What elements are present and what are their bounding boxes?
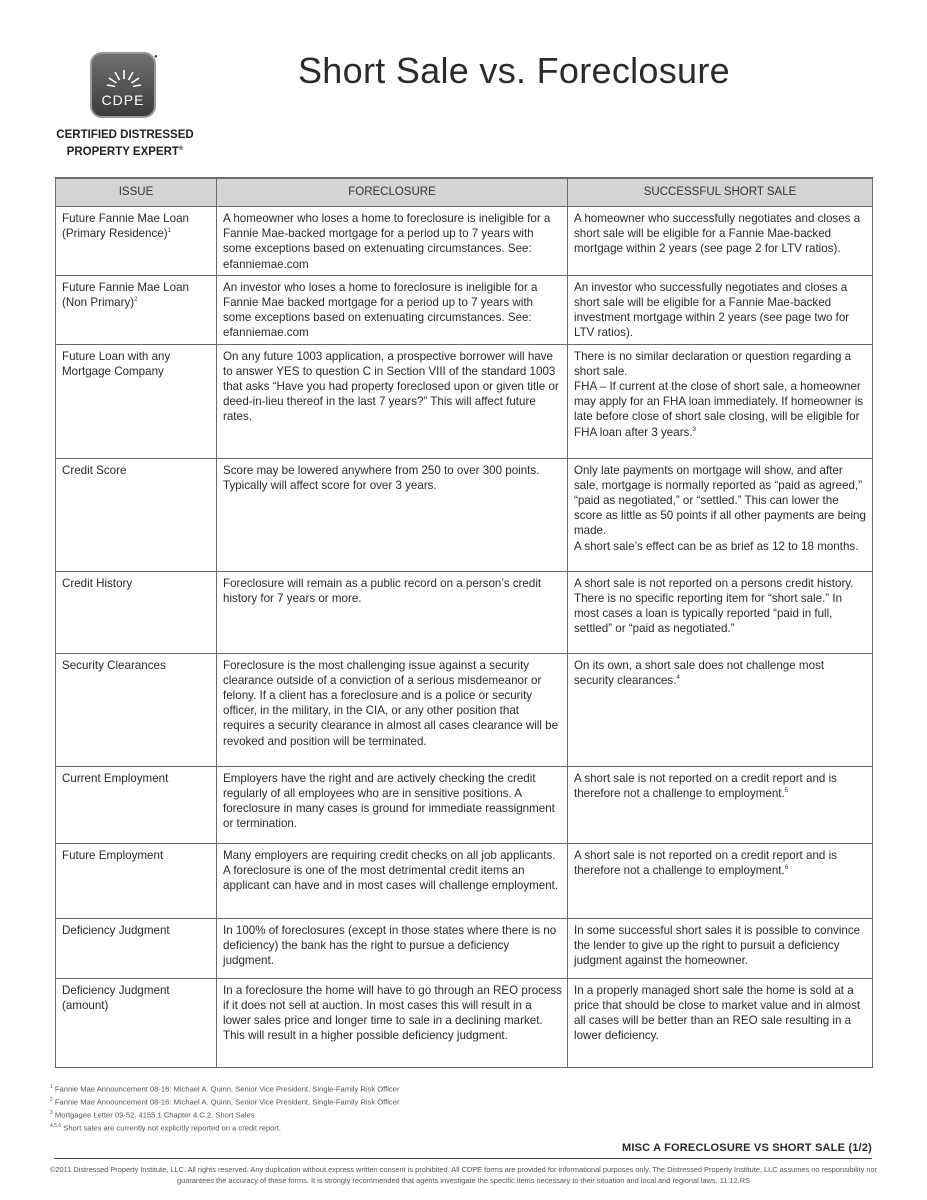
table-row [56, 978, 873, 1067]
footer-rule [54, 1158, 872, 1159]
logo-badge [90, 52, 156, 118]
issue-cell: Credit History [56, 571, 217, 653]
foreclosure-cell: Foreclosure will remain as a public record on a person’s credit history for 7 years or more. [217, 571, 568, 653]
short-sale-cell: In some successful short sales it is possible to convince the lender to give up the right to pursuit a deficiency judgment against the homeowner. [568, 918, 873, 978]
org-name-line1: CERTIFIED DISTRESSED [56, 129, 194, 141]
page-title: Short Sale vs. Foreclosure [298, 50, 730, 91]
short-sale-cell: There is no similar declaration or question regarding a short sale. FHA – If current at the close of short sale, a homeowner may apply for an FHA loan immediately. If homeowner is late before close of short sale closing, will be eligible for FHA loan after 3 years.$^3$ [568, 344, 873, 458]
foreclosure-cell: An investor who loses a home to foreclosure is ineligible for a Fannie Mae backed mortgage for a period up to 7 years with some exceptions based on extenuating circumstances. See: efanniemae.com [217, 275, 568, 344]
comparison-table [55, 177, 873, 1068]
foreclosure-cell: In a foreclosure the home will have to go through an REO process if it does not sell at auction. In most cases this will result in a lower sales price and longer time to sale in a declining market. This will result in a higher possible deficiency judgment. [217, 978, 568, 1067]
short-sale-cell: A homeowner who successfully negotiates and closes a short sale will be eligible for a Fannie Mae-backed mortgage within 2 years (see page 2 for LTV ratios). [568, 207, 873, 276]
trademark-mark: ● [154, 54, 158, 60]
issue-cell: Future Loan with any Mortgage Company [56, 344, 217, 458]
foreclosure-cell: Many employers are requiring credit checks on all job applicants. A foreclosure is one of the most detrimental credit items an applicant can have and in most cases will challenge employment. [217, 843, 568, 918]
short-sale-cell: On its own, a short sale does not challenge most security clearances.$^4$ [568, 653, 873, 766]
cdpe-logo [90, 52, 156, 118]
issue-cell: Deficiency Judgment [56, 918, 217, 978]
sunburst-icon [104, 62, 144, 90]
issue-cell: Current Employment [56, 766, 217, 843]
logo-text: CDPE [101, 92, 145, 108]
issue-cell: Security Clearances [56, 653, 217, 766]
foreclosure-cell: Employers have the right and are actively checking the credit regularly of all employees who are in sensitive positions. A foreclosure in many cases is ground for immediate reassignment or termination. [217, 766, 568, 843]
table-row [56, 458, 873, 571]
footnote: $^1$ Fannie Mae Announcement 08-16: Michael A. Quinn, Senior Vice President, Single-Family Risk Officer [50, 1084, 400, 1094]
foreclosure-cell: A homeowner who loses a home to foreclosure is ineligible for a Fannie Mae-backed mortgage for a period up to 7 years with some exceptions based on extenuating circumstances. See: efanniemae.com [217, 207, 568, 276]
form-id: MISC A FORECLOSURE VS SHORT SALE (1/2) [621, 1142, 872, 1154]
copyright-text: ©2011 Distressed Property Institute, LLC. All rights reserved. Any duplication without express written consent is prohibited. All CDPE forms are provided for informational purposes only. The Distressed Property Institute, LLC assumes no responsibility nor guarantees the accuracy of these forms. It is strongly recommended that agents investigate the specific items necessary to their situation and local and regional laws. 11.12.RS [49, 1165, 878, 1185]
header-foreclosure: FORECLOSURE [217, 178, 568, 207]
issue-cell: Future Employment [56, 843, 217, 918]
foreclosure-cell: Foreclosure is the most challenging issue against a security clearance outside of a conviction of a serious misdemeanor or felony. If a client has a foreclosure and is a police or security officer, in the military, in the CIA, or any other position that requires a security clearance in almost all cases clearance will be revoked and position will be terminated. [217, 653, 568, 766]
short-sale-cell: In a properly managed short sale the home is sold at a price that should be close to market value and in almost all cases will be better than an REO sale resulting in a lower deficiency. [568, 978, 873, 1067]
issue-cell: Future Fannie Mae Loan (Non Primary)$^2$ [56, 275, 217, 344]
short-sale-cell: A short sale is not reported on a credit report and is therefore not a challenge to employment.$^5$ [568, 766, 873, 843]
registered-mark: ® [178, 146, 184, 152]
footnotes [50, 1082, 399, 1134]
footnote: $^3$ Mortgagee Letter 09-52, 4155.1 Chapter 4.C.2. Short Sales [50, 1110, 255, 1120]
header-short-sale: SUCCESSFUL SHORT SALE [568, 178, 873, 207]
issue-cell: Credit Score [56, 458, 217, 571]
issue-cell: Deficiency Judgment (amount) [56, 978, 217, 1067]
table-row [56, 207, 873, 276]
short-sale-cell: A short sale is not reported on a credit report and is therefore not a challenge to employment.$^6$ [568, 843, 873, 918]
table-row [56, 766, 873, 843]
header-issue: ISSUE [56, 178, 217, 207]
foreclosure-cell: Score may be lowered anywhere from 250 to over 300 points. Typically will affect score for over 3 years. [217, 458, 568, 571]
org-name-line2: PROPERTY EXPERT® [66, 145, 184, 158]
foreclosure-cell: In 100% of foreclosures (except in those states where there is no deficiency) the bank has the right to pursue a deficiency judgment. [217, 918, 568, 978]
table-row [56, 653, 873, 766]
table-header-row [56, 178, 873, 207]
foreclosure-cell: On any future 1003 application, a prospective borrower will have to answer YES to question C in Section VIII of the standard 1003 that asks “Have you had property foreclosed upon or given title or deed-in-lieu thereof in the last 7 years?” This will affect future rates. [217, 344, 568, 458]
footnote: $^2$ Fannie Mae Announcement 08-16: Michael A. Quinn, Senior Vice President, Single-Family Risk Officer [50, 1097, 400, 1107]
footnote: $^{4,5,6}$ Short sales are currently not explicitly reported on a credit report. [50, 1123, 282, 1133]
issue-cell: Future Fannie Mae Loan (Primary Residence)$^1$ [56, 207, 217, 276]
table-row [56, 275, 873, 344]
short-sale-cell: An investor who successfully negotiates and closes a short sale will be eligible for a Fannie Mae-backed investment mortgage within 2 years (see page two for LTV ratios). [568, 275, 873, 344]
table-row [56, 843, 873, 918]
short-sale-cell: A short sale is not reported on a persons credit history. There is no specific reporting item for “short sale.” In most cases a loan is typically reported “paid in full, settled” or “paid as negotiated.” [568, 571, 873, 653]
short-sale-cell: Only late payments on mortgage will show, and after sale, mortgage is normally reported as “paid as agreed,” “paid as negotiated,” or “settled.” This can lower the score as little as 50 points if all other payments are being made. A short sale’s effect can be as brief as 12 to 18 months. [568, 458, 873, 571]
table-row [56, 344, 873, 458]
table-row [56, 571, 873, 653]
org-name [50, 128, 200, 159]
table-row [56, 918, 873, 978]
